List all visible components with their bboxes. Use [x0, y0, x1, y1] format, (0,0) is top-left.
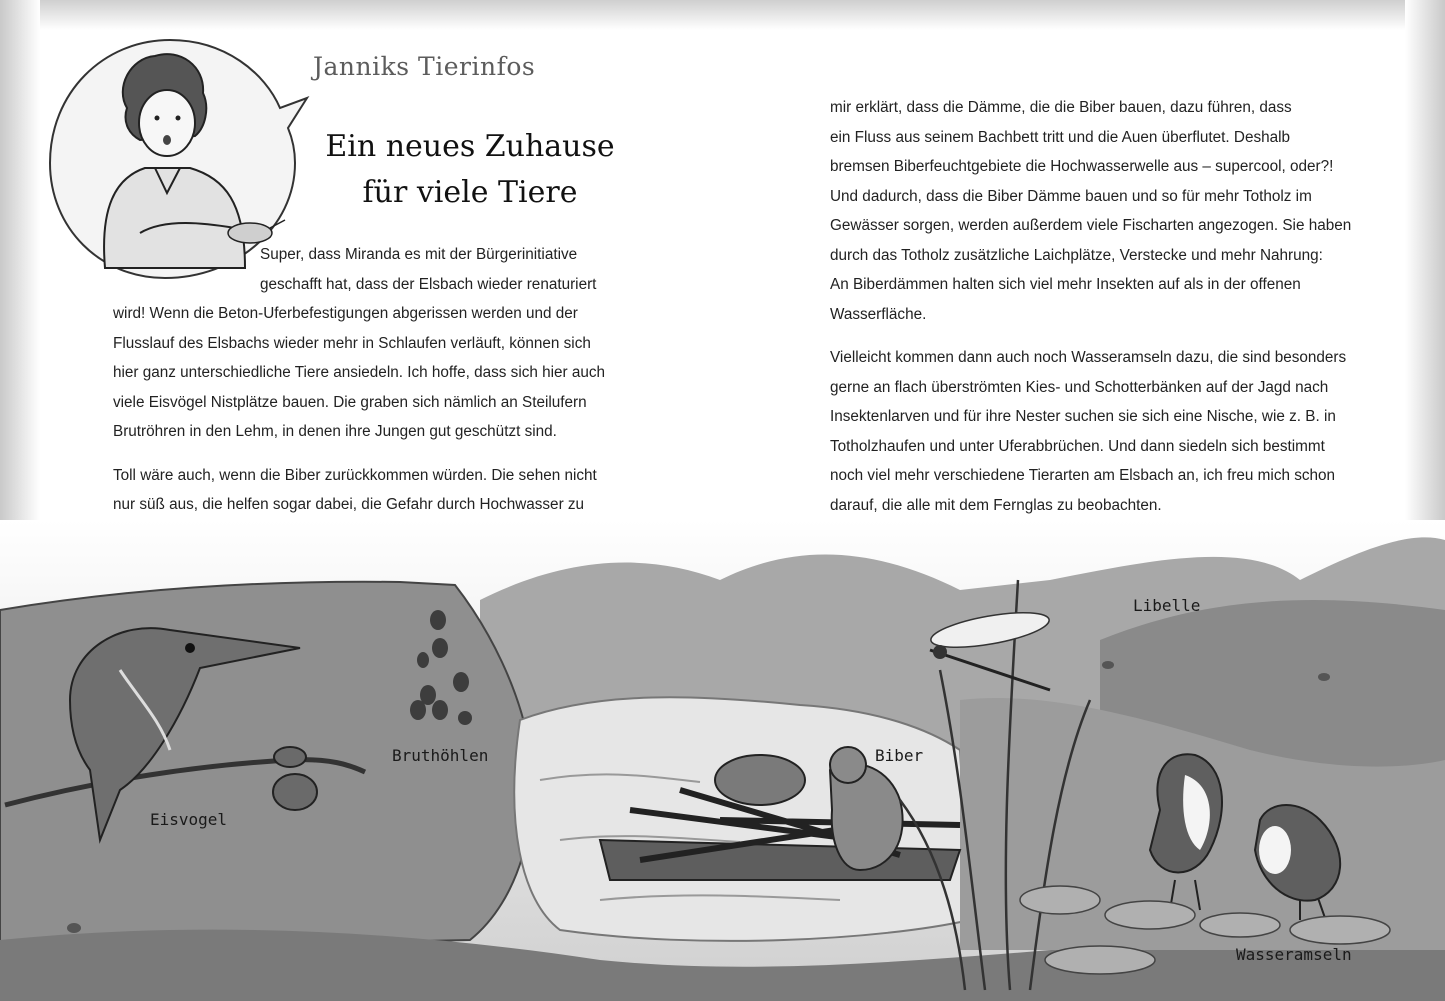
text-line: Insektenlarven und für ihre Nester suchen sie sich eine Nische, wie z. B. in: [830, 408, 1336, 425]
riverbank-scene-illustration: [0, 520, 1445, 1001]
text-line: geschafft hat, dass der Elsbach wieder renaturiert: [260, 275, 597, 293]
text-line: Totholzhaufen und unter Uferabbrüchen. Und dann siedeln sich bestimmt: [830, 437, 1325, 455]
text-line: gerne an flach überströmten Kies- und Schotterbänken auf der Jagd nach: [830, 378, 1329, 396]
text-line: Vielleicht kommen dann auch noch Wasseramseln dazu, die sind besonders: [830, 349, 1347, 366]
page-title: [300, 124, 640, 216]
title-line-2: für viele Tiere: [362, 175, 578, 210]
text-line: ein Fluss aus seinem Bachbett tritt und die Auen überflutet. Deshalb: [830, 128, 1291, 146]
text-line: nur süß aus, die helfen sogar dabei, die Gefahr durch Hochwasser zu: [113, 496, 585, 513]
text-line: durch das Totholz zusätzliche Laichplätze, Verstecke und mehr Nahrung:: [830, 246, 1323, 264]
left-paragraph-1: [113, 240, 613, 447]
text-line: mir erklärt, dass die Dämme, die die Biber bauen, dazu führen, dass: [830, 99, 1292, 116]
text-line: wird! Wenn die Beton-Uferbefestigungen abgerissen werden und der: [113, 305, 578, 322]
label-wasseramseln: Wasseramseln: [1236, 945, 1352, 964]
label-bruthoehlen: Bruthöhlen: [392, 746, 489, 765]
text-line: Brutröhren in den Lehm, in denen ihre Jungen gut geschützt sind.: [113, 423, 557, 440]
text-line: darauf, die alle mit dem Fernglas zu beobachten.: [830, 496, 1162, 514]
right-paragraph-2: [830, 343, 1347, 520]
text-line: noch viel mehr verschiedene Tierarten am Elsbach an, ich freu mich schon: [830, 467, 1336, 484]
text-line: Gewässer sorgen, werden außerdem viele Fischarten angezogen. Sie haben: [830, 217, 1352, 234]
text-line: hier ganz unterschiedliche Tiere ansiedeln. Ich hoffe, dass sich hier auch: [113, 364, 606, 381]
text-line: Super, dass Miranda es mit der Bürgerinitiative: [260, 246, 578, 263]
right-column-text: [830, 93, 1352, 520]
text-line: Und dadurch, dass die Biber Dämme bauen und so für mehr Totholz im: [830, 187, 1312, 205]
page-shadow-right: [1405, 0, 1445, 600]
text-line: Toll wäre auch, wenn die Biber zurückkommen würden. Die sehen nicht: [113, 466, 597, 484]
text-line: Flusslauf des Elsbachs wieder mehr in Schlaufen verläuft, können sich: [113, 334, 591, 352]
label-eisvogel: Eisvogel: [150, 810, 228, 829]
text-line: bremsen Biberfeuchtgebiete die Hochwasserwelle aus – supercool, oder?!: [830, 158, 1334, 175]
page-shadow-left: [0, 0, 40, 600]
label-libelle: Libelle: [1133, 596, 1201, 615]
page-shadow-top: [0, 0, 1445, 30]
text-line: An Biberdämmen halten sich viel mehr Insekten auf als in der offenen: [830, 276, 1301, 293]
right-paragraph-1: [830, 93, 1352, 329]
left-column-text: [113, 240, 613, 549]
section-label: Janniks Tierinfos: [313, 52, 536, 81]
text-line: Wasserfläche.: [830, 305, 927, 323]
text-line: viele Eisvögel Nistplätze bauen. Die graben sich nämlich an Steilufern: [113, 393, 587, 411]
label-biber: Biber: [875, 746, 924, 765]
title-line-1: Ein neues Zuhause: [325, 129, 615, 164]
